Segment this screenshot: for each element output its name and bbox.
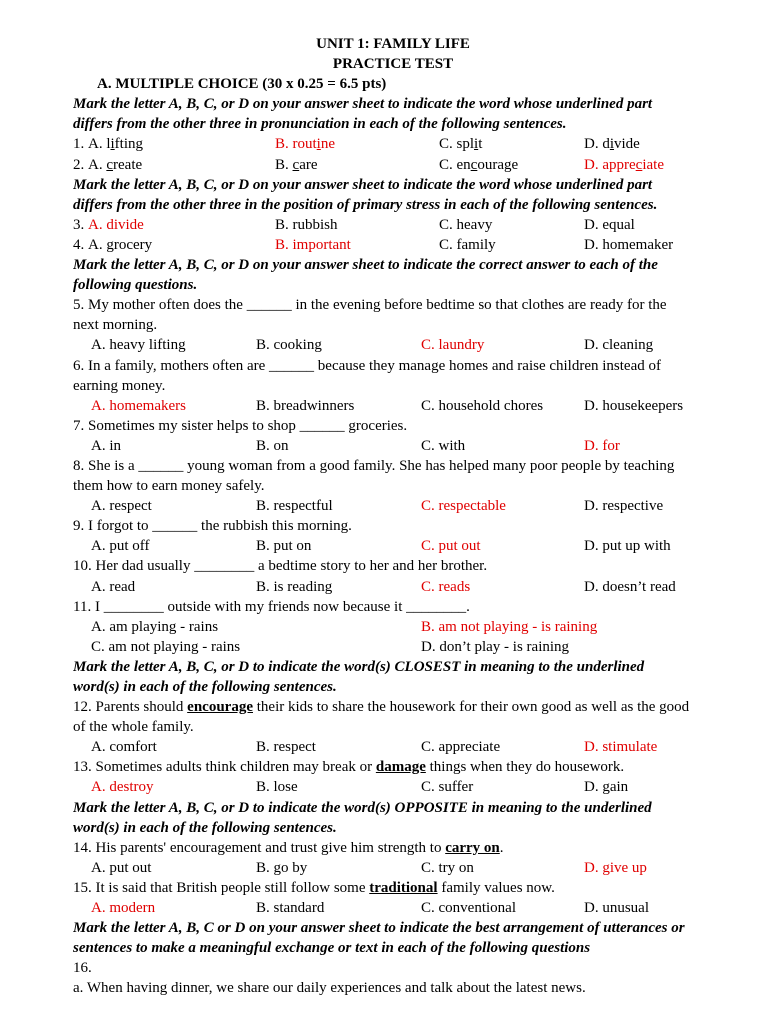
option-d-answer: D. stimulate [584,739,658,756]
option-d: D. cleaning [584,337,654,354]
option-a: A. heavy lifting [91,337,186,354]
instruction-pronunciation-line2: differs from the other three in pronunciation in each of the following sentences. [73,116,567,133]
option-d: D. put up with [584,538,671,555]
option-d: D. equal [584,216,635,233]
question-8-stem-line2: them how to earn money safely. [73,478,265,495]
question-12-stem-line1: 12. Parents should encourage their kids to share the housework for their own good as well as the good [73,699,690,716]
option-d: D. respective [584,498,664,515]
question-14-options [73,858,713,878]
question-8-stem-line1: 8. She is a ______ young woman from a good family. She has helped many poor people by teaching [73,457,675,474]
option-d: D. divide [584,136,640,153]
instruction-correct-answer-line2: following questions. [73,277,198,294]
option-a: A. respect [91,498,152,515]
question-4-options [73,235,713,255]
option-d-answer: D. appreciate [584,156,664,173]
worksheet-page [73,34,713,999]
question-number: 4. [73,236,85,253]
question-10-stem: 10. Her dad usually ________ a bedtime story to her and her brother. [73,558,488,575]
option-c: C. am not playing - rains [91,638,241,655]
page-subtitle: PRACTICE TEST [332,56,454,73]
question-5-options [73,335,713,355]
question-10-options [73,577,713,597]
option-a-answer: A. destroy [91,779,154,796]
question-number: 1. [73,136,85,153]
option-b: B. rubbish [275,216,338,233]
question-1-options [73,134,713,154]
option-a: A. lifting [88,136,144,153]
instruction-arrangement-line1: Mark the letter A, B, C or D on your answer sheet to indicate the best arrangement of utterances or [73,920,685,937]
section-a-heading: A. MULTIPLE CHOICE (30 x 0.25 = 6.5 pts) [97,76,387,93]
option-a: A. am playing - rains [91,618,219,635]
option-a-answer: A. divide [88,216,144,233]
underlined-word: carry on [445,839,500,856]
question-16-number: 16. [73,960,92,977]
option-d-answer: D. give up [584,859,647,876]
question-3-options [73,215,713,235]
option-c-answer: C. put out [421,538,481,555]
underlined-word: encourage [187,699,253,716]
option-d: D. housekeepers [584,397,684,414]
option-b: B. care [275,156,318,173]
option-b: B. respectful [256,498,333,515]
question-14-stem: 14. His parents' encouragement and trust give him strength to carry on. [73,839,504,856]
option-a: A. create [88,156,143,173]
page-title: UNIT 1: FAMILY LIFE [316,36,470,52]
option-c-answer: C. reads [421,578,471,595]
option-a: A. put out [91,859,152,876]
option-b: B. standard [256,900,325,917]
question-7-stem: 7. Sometimes my sister helps to shop ______ groceries. [73,417,408,434]
option-c: C. appreciate [421,739,501,756]
option-c: C. split [439,136,483,153]
option-b: B. is reading [256,578,333,595]
instruction-stress-line1: Mark the letter A, B, C, or D on your answer sheet to indicate the word whose underlined part [73,176,653,193]
underlined-word: traditional [369,879,438,896]
option-d: D. don’t play - is raining [421,638,570,655]
option-b: B. lose [256,779,298,796]
option-a: A. in [91,437,121,454]
option-c-answer: C. laundry [421,337,485,354]
question-11-stem: 11. I ________ outside with my friends now because it ________. [73,598,470,615]
option-a: A. put off [91,538,150,555]
question-7-options [73,436,713,456]
instruction-opposite-line1: Mark the letter A, B, C, or D to indicate the word(s) OPPOSITE in meaning to the underlined [73,799,652,816]
option-a-answer: A. homemakers [91,397,186,414]
question-15-stem: 15. It is said that British people still follow some traditional family values now. [73,879,555,896]
option-a: A. read [91,578,136,595]
instruction-arrangement-line2: sentences to make a meaningful exchange or text in each of the following questions [73,940,591,957]
option-c: C. with [421,437,466,454]
option-d: D. unusual [584,900,649,917]
option-a: A. grocery [88,236,153,253]
option-b-answer: B. important [275,236,351,253]
option-c: C. encourage [439,156,519,173]
question-number: 3. [73,216,85,233]
option-a: A. comfort [91,739,157,756]
instruction-opposite-line2: word(s) in each of the following sentences. [73,819,337,836]
option-d: D. doesn’t read [584,578,676,595]
option-c: C. household chores [421,397,544,414]
option-c: C. heavy [439,216,493,233]
question-5-stem-line2: next morning. [73,317,158,334]
question-6-stem-line2: earning money. [73,377,166,394]
question-number: 2. [73,156,85,173]
option-c: C. suffer [421,779,474,796]
question-8-options [73,496,713,516]
option-c: C. try on [421,859,474,876]
question-13-options [73,777,713,797]
question-12-options [73,737,713,757]
option-b: B. go by [256,859,308,876]
question-5-stem-line1: 5. My mother often does the ______ in the evening before bedtime so that clothes are ready for the [73,297,667,314]
option-b-answer: B. am not playing - is raining [421,618,598,635]
option-c-answer: C. respectable [421,498,506,515]
question-15-options [73,898,713,918]
option-b: B. put on [256,538,312,555]
option-b-answer: B. routine [275,136,336,153]
underlined-word: damage [375,759,426,776]
option-a-answer: A. modern [91,900,156,917]
option-b: B. cooking [256,337,322,354]
instruction-correct-answer-line1: Mark the letter A, B, C, or D on your answer sheet to indicate the correct answer to each of the [73,257,658,274]
option-c: C. family [439,236,496,253]
option-b: B. on [256,437,289,454]
option-b: B. respect [256,739,316,756]
instruction-closest-line1: Mark the letter A, B, C, or D to indicate the word(s) CLOSEST in meaning to the underlined [73,658,645,675]
option-d: D. homemaker [584,236,674,253]
question-6-options [73,396,713,416]
question-16-utterance-a: a. When having dinner, we share our daily experiences and talk about the latest news. [73,980,586,997]
instruction-closest-line2: word(s) in each of the following sentences. [73,679,337,695]
instruction-pronunciation-line1: Mark the letter A, B, C, or D on your answer sheet to indicate the word whose underlined part [73,96,653,113]
instruction-stress-line2: differs from the other three in the position of primary stress in each of the following sentences. [73,196,658,213]
question-11-options-row2 [73,637,713,657]
question-11-options-row1 [73,617,713,637]
question-2-options [73,155,713,175]
option-c: C. conventional [421,900,516,917]
question-9-options [73,536,713,556]
option-d-answer: D. for [584,437,620,454]
question-13-stem: 13. Sometimes adults think children may break or damage things when they do housework. [73,759,625,776]
question-12-stem-line2: of the whole family. [73,719,194,736]
option-b: B. breadwinners [256,397,355,414]
question-6-stem-line1: 6. In a family, mothers often are ______ because they manage homes and raise children instead of [73,357,661,374]
question-9-stem: 9. I forgot to ______ the rubbish this morning. [73,518,352,535]
option-d: D. gain [584,779,629,796]
